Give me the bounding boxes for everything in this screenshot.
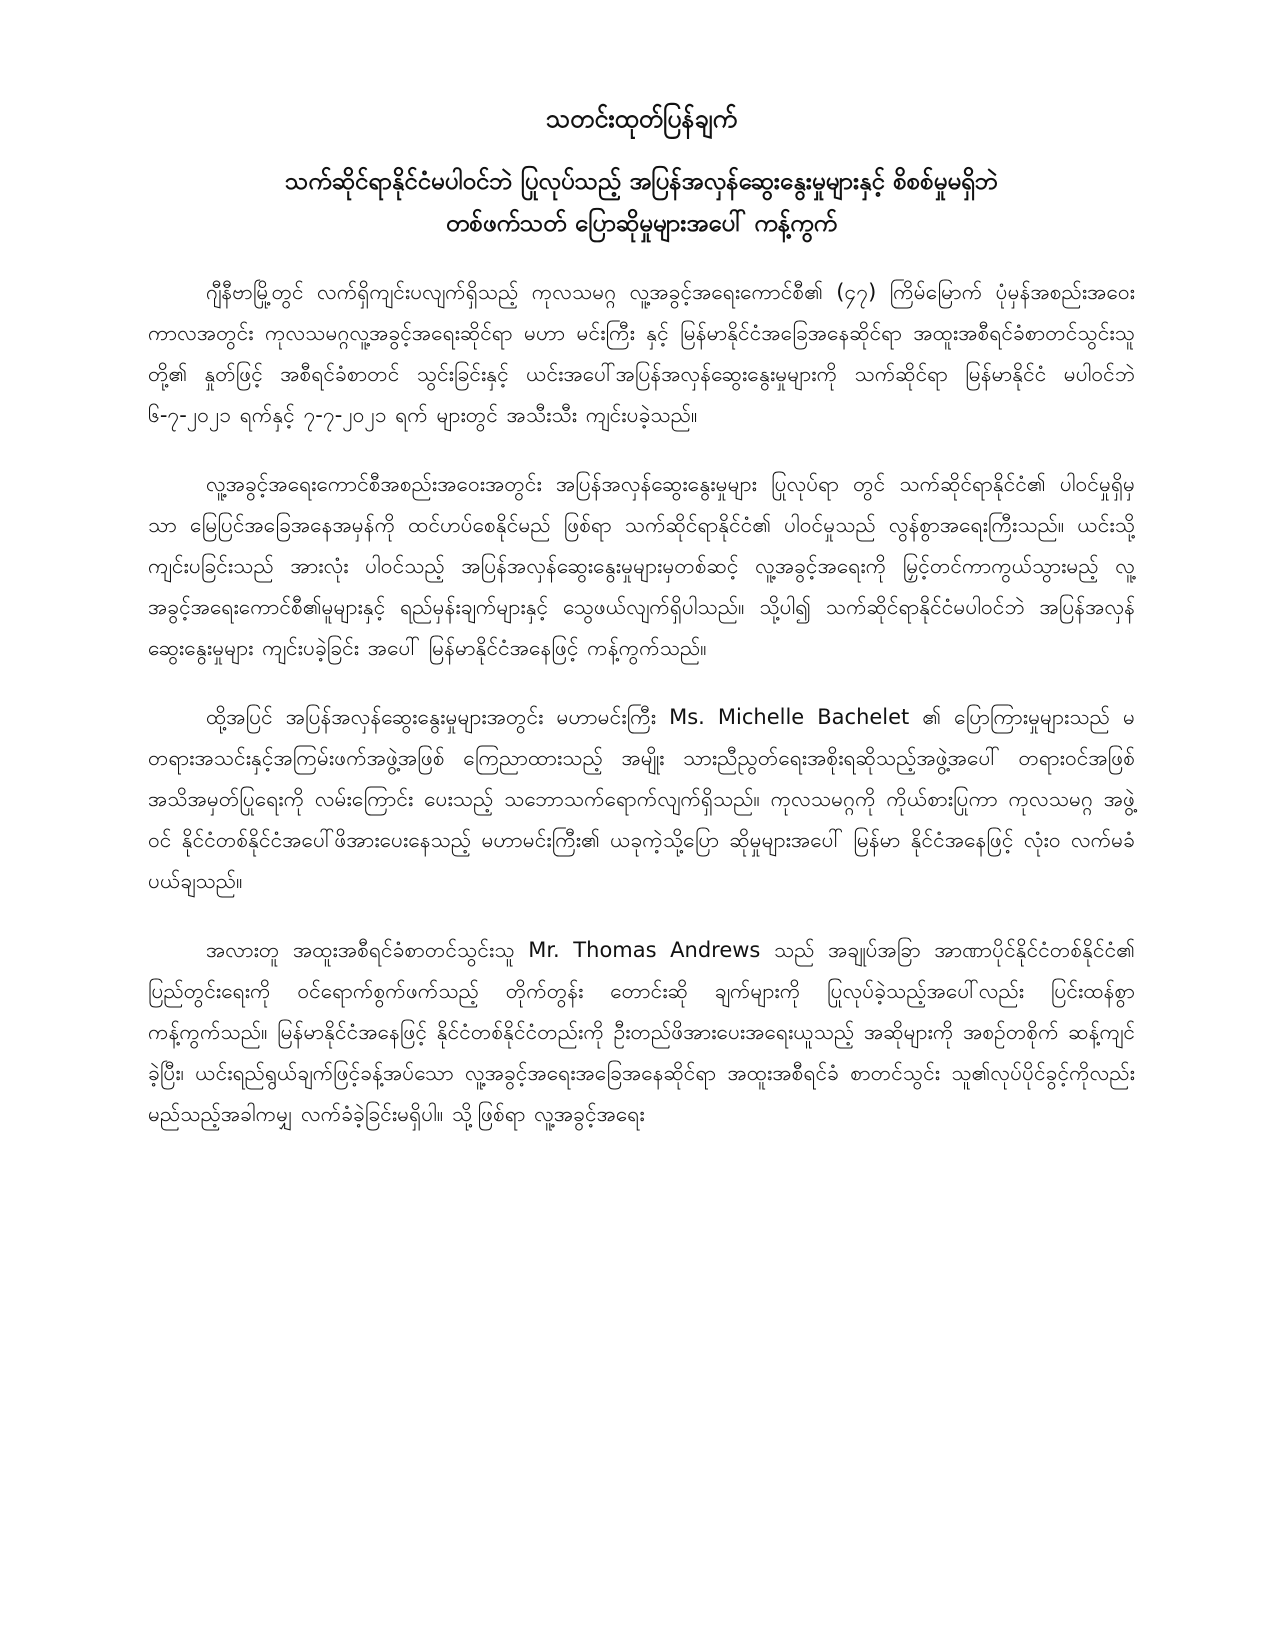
subtitle-line-2: တစ်ဖက်သတ် ပြောဆိုမှုများအပေါ် ကန့်ကွက် bbox=[445, 209, 838, 237]
paragraph-1: ဂျီနီဗာမြို့တွင် လက်ရှိကျင်းပလျက်ရှိသည့် ကုလသမဂ္ဂ လူ့အခွင့်အရေးကောင်စီ၏ (၄၇) ကြိမ်မြောက် ပုံမှန်အစည်းအဝေးကာလအတွင်း ကုလသမဂ္ဂလူ့အခွင့်အရေးဆိုင်ရာ မဟာ မင်းကြီး နှင့် မြန်မာနိုင်ငံအခြေအနေဆိုင်ရာ အထူးအစီရင်ခံစာတင်သွင်းသူတို့၏ နှုတ်ဖြင့် အစီရင်ခံစာတင် သွင်းခြင်းနှင့် ယင်းအပေါ်အပြန်အလှန်ဆွေးနွေးမှုများကို သက်ဆိုင်ရာ မြန်မာနိုင်ငံ မပါဝင်ဘဲ ၆-၇-၂၀၂၁ ရက်နှင့် ၇-၇-၂၀၂၁ ရက် များတွင် အသီးသီး ကျင်းပခဲ့သည်။ bbox=[148, 280, 1135, 427]
paragraph-3: ထို့အပြင် အပြန်အလှန်ဆွေးနွေးမှုများအတွင်း မဟာမင်းကြီး Ms. Michelle Bachelet ၏ ပြောကြားမှုများသည် မတရားအသင်းနှင့်အကြမ်းဖက်အဖွဲ့အဖြစ် ကြေညာထားသည့် အမျိုး သားညီညွတ်ရေးအစိုးရဆိုသည့်အဖွဲ့အပေါ် တရားဝင်အဖြစ် အသိအမှတ်ပြုရေးကို လမ်းကြောင်း ပေးသည့် သဘောသက်ရောက်လျက်ရှိသည်။ ကုလသမဂ္ဂကို ကိုယ်စားပြုကာ ကုလသမဂ္ဂ အဖွဲ့ဝင် နိုင်ငံတစ်နိုင်ငံအပေါ်ဖိအားပေးနေသည့် မဟာမင်းကြီး၏ ယခုကဲ့သို့ပြော ဆိုမှုများအပေါ် မြန်မာ နိုင်ငံအနေဖြင့် လုံးဝ လက်မခံပယ်ချသည်။ bbox=[148, 705, 1135, 893]
paragraph-4: အလားတူ အထူးအစီရင်ခံစာတင်သွင်းသူ Mr. Thomas Andrews သည် အချုပ်အခြာ အာဏာပိုင်နိုင်ငံတစ်နိုင်ငံ၏ ပြည်တွင်းရေးကို ဝင်ရောက်စွက်ဖက်သည့် တိုက်တွန်း တောင်းဆို ချက်များကို ပြုလုပ်ခဲ့သည့်အပေါ်လည်း ပြင်းထန်စွာ ကန့်ကွက်သည်။ မြန်မာနိုင်ငံအနေဖြင့် နိုင်ငံတစ်နိုင်ငံတည်းကို ဦးတည်ဖိအားပေးအရေးယူသည့် အဆိုများကို အစဉ်တစိုက် ဆန့်ကျင်ခဲ့ပြီး၊ ယင်းရည်ရွယ်ချက်ဖြင့်ခန့်အပ်သော လူ့အခွင့်အရေးအခြေအနေဆိုင်ရာ အထူးအစီရင်ခံ စာတင်သွင်း သူ၏လုပ်ပိုင်ခွင့်ကိုလည်း မည်သည့်အခါကမျှ လက်ခံခဲ့ခြင်းမရှိပါ။ သို့ဖြစ်ရာ လူ့အခွင့်အရေး bbox=[148, 938, 1135, 1126]
document-subtitle bbox=[148, 160, 1135, 244]
document-title: သတင်းထုတ်ပြန်ချက် bbox=[545, 104, 738, 133]
subtitle-line-1: သက်ဆိုင်ရာနိုင်ငံမပါဝင်ဘဲ ပြုလုပ်သည့် အပြန်အလှန်ဆွေးနွေးမှုများနှင့် စိစစ်မှုမရှိဘဲ bbox=[285, 167, 998, 195]
paragraph-2: လူ့အခွင့်အရေးကောင်စီအစည်းအဝေးအတွင်း အပြန်အလှန်ဆွေးနွေးမှုများ ပြုလုပ်ရာ တွင် သက်ဆိုင်ရာနိုင်ငံ၏ ပါဝင်မှုရှိမှသာ မြေပြင်အခြေအနေအမှန်ကို ထင်ဟပ်စေနိုင်မည် ဖြစ်ရာ သက်ဆိုင်ရာနိုင်ငံ၏ ပါဝင်မှုသည် လွန်စွာအရေးကြီးသည်။ ယင်းသို့ကျင်းပခြင်းသည် အားလုံး ပါဝင်သည့် အပြန်အလှန်ဆွေးနွေးမှုများမှတစ်ဆင့် လူ့အခွင့်အရေးကို မြှင့်တင်ကာကွယ်သွားမည့် လူ့အခွင့်အရေးကောင်စီ၏မူများနှင့် ရည်မှန်းချက်များနှင့် သွေဖယ်လျက်ရှိပါသည်။ သို့ပါ၍ သက်ဆိုင်ရာနိုင်ငံမပါဝင်ဘဲ အပြန်အလှန်ဆွေးနွေးမှုများ ကျင်းပခဲ့ခြင်း အပေါ် မြန်မာနိုင်ငံအနေဖြင့် ကန့်ကွက်သည်။ bbox=[148, 472, 1135, 660]
